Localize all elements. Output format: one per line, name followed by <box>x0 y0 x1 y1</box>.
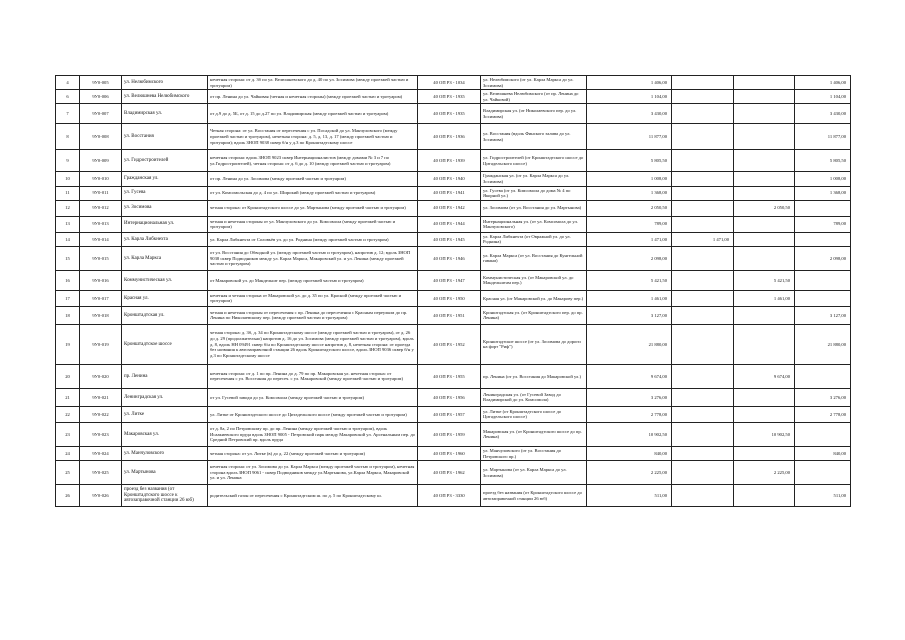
street-name-cell: Кронштадтское шоссе <box>122 324 208 364</box>
description-cell: от пр. Ленина до ул. Чайковая (четная и нечетная стороны) (между проезжей частью и тротуаром) <box>208 90 418 104</box>
row-id-cell: 9У0-018 <box>80 306 122 324</box>
value-col-a-cell <box>672 246 734 270</box>
value-col-a-cell <box>672 290 734 306</box>
description-cell: четная сторона: д. 3б, д. 34 по Кронштадтскому шоссе (между проезжей частью и тротуаром), от д. 26 до д. 29 (продолжительно) напротив д. 16 до ул. Зосимова (между проезжей частью и тротуаром), вдоль д. 8, вдоль НН 09491 сквер б/н по Кронштадтскому шоссе напротив д. 8, нечетная сторона: от проезда без названия к автозаправочной станции 26 вдоль Кронштадтского шоссе, вдоль ЗНОП 9036 сквер б/н у д.3 по Кронштадтскому шоссе <box>208 324 418 364</box>
table-row <box>56 446 851 460</box>
location-cell: ул. Зосимова (от ул. Восстания до ул. Мартынова) <box>481 200 587 216</box>
table-row <box>56 200 851 216</box>
road-code-cell: 40 ОП РЗ - 1947 <box>418 270 481 290</box>
row-id-cell: 9У0-024 <box>80 446 122 460</box>
table-row <box>56 104 851 124</box>
value-col-a-cell <box>672 124 734 150</box>
road-code-cell: 40 ОП РЗ - 1940 <box>418 172 481 186</box>
row-id-cell: 9У0-009 <box>80 150 122 172</box>
row-number-cell: 7 <box>56 104 80 124</box>
value-col-c-cell <box>795 270 851 290</box>
row-number-cell: 15 <box>56 246 80 270</box>
table-row <box>56 232 851 246</box>
register-table <box>55 75 851 507</box>
value-col-b-cell <box>734 324 795 364</box>
description-cell: четная и нечетная стороны от пересечения с пр. Ленина до пересечения с Красным переулком до пр. Ленина по Николаевскому пер. (между проезжей частью и тротуаром) <box>208 306 418 324</box>
description-cell: ул. Литке от Кронштадтского шоссе до Цитадельского шоссе (между проезжей частью и тротуаром) <box>208 406 418 422</box>
row-number-cell: 16 <box>56 270 80 290</box>
value-col-c-cell: 5 805,50 <box>795 150 851 172</box>
value-col-a-cell <box>672 172 734 186</box>
total-value-cell: 11 877,00 <box>587 124 672 150</box>
row-id-cell: 9У0-005 <box>80 76 122 90</box>
street-name-cell: ул. Зосимова <box>122 200 208 216</box>
value-col-b-cell <box>734 186 795 200</box>
description-cell: нечетная и четная сторона от Макаровской ул. до д. 35 по ул. Красной (между проезжей частью и тротуаром) <box>208 290 418 306</box>
street-name-cell: Ленинградская ул. <box>122 388 208 406</box>
road-code-cell: 40 ОП РЗ - 1034 <box>418 76 481 90</box>
street-name-cell: ул. Велюшнева Нелюбимского <box>122 90 208 104</box>
table-row <box>56 270 851 290</box>
value-col-a-cell <box>672 186 734 200</box>
table-row <box>56 422 851 446</box>
location-cell: ул. Нелюбимского (от ул. Карла Маркса до ул. Зосимова) <box>481 76 587 90</box>
row-id-cell: 9У0-011 <box>80 186 122 200</box>
value-col-b-cell: 2 050,50 <box>734 200 795 216</box>
location-cell: Интернациональная ул. (от ул. Комсомола до ул. Манчуловского) <box>481 216 587 232</box>
location-cell: проезд без названия (от Кронштадтского шоссе до автозаправочной станции 26 юб) <box>481 485 587 507</box>
row-number-cell: 12 <box>56 200 80 216</box>
description-cell: от Макаровской ул. до Мандельшт пер. (между проезжей частью и тротуаром) <box>208 270 418 290</box>
street-name-cell: пр. Ленина <box>122 364 208 388</box>
location-cell: ул. Гидростроителей (от Кронштадтского шоссе до Цитадельского шоссе) <box>481 150 587 172</box>
value-col-c-cell: 2 098,00 <box>795 246 851 270</box>
row-id-cell: 9У0-010 <box>80 172 122 186</box>
total-value-cell: 1 008,00 <box>587 172 672 186</box>
row-number-cell: 13 <box>56 216 80 232</box>
description-cell: нечетная сторона: от д. 1 по пр. Ленина до д. 79 по пр. Макаровская ул. нечетная сторона: от пересечения с ул. Восстания до пересеч. с ул. Макаровской (между проезжей частью и тротуаром) <box>208 364 418 388</box>
value-col-c-cell: 840,00 <box>795 446 851 460</box>
row-number-cell: 10 <box>56 172 80 186</box>
total-value-cell: 1 461,00 <box>587 290 672 306</box>
location-cell: ул. Литке (от Кронштадтского шоссе до Цитадельского шоссе) <box>481 406 587 422</box>
road-code-cell: 40 ОП РЗ - 1956 <box>418 388 481 406</box>
value-col-c-cell: 3 430,00 <box>795 104 851 124</box>
road-code-cell: 40 ОП РЗ - 1936 <box>418 124 481 150</box>
value-col-c-cell <box>795 232 851 246</box>
total-value-cell: 5 805,50 <box>587 150 672 172</box>
description-cell: ул. Карла Либкнехта от Соловьёв ул. до ул. Роднина (между проезжей частью и тротуаром) <box>208 232 418 246</box>
row-id-cell: 9У0-012 <box>80 200 122 216</box>
value-col-a-cell <box>672 150 734 172</box>
road-code-cell: 40 ОП РЗ - 1939 <box>418 150 481 172</box>
table-row <box>56 306 851 324</box>
total-value-cell: 3 430,00 <box>587 104 672 124</box>
row-number-cell: 8 <box>56 124 80 150</box>
value-col-c-cell: 11 877,00 <box>795 124 851 150</box>
road-code-cell: 40 ОП РЗ - 1935 <box>418 104 481 124</box>
street-name-cell: ул. Гидростроителей <box>122 150 208 172</box>
road-code-cell: 40 ОП РЗ - 1962 <box>418 461 481 485</box>
row-id-cell: 9У0-017 <box>80 290 122 306</box>
row-id-cell: 9У0-019 <box>80 324 122 364</box>
table-row <box>56 76 851 90</box>
road-code-cell: 40 ОП РЗ - 1957 <box>418 406 481 422</box>
description-cell: четная сторона: от ул. Литке (в) до д. 22 (между проезжей частью и тротуаром) <box>208 446 418 460</box>
street-name-cell: Красная ул. <box>122 290 208 306</box>
location-cell: Макаровская ул. (от Кронштадтского шоссе до пр. Ленина) <box>481 422 587 446</box>
location-cell: Ленинградская ул. (от Гусевой Завод до Владимирской до ул. Комсомола) <box>481 388 587 406</box>
row-id-cell: 9У0-006 <box>80 90 122 104</box>
table-row <box>56 246 851 270</box>
value-col-c-cell: 3 127,00 <box>795 306 851 324</box>
value-col-b-cell <box>734 216 795 232</box>
street-name-cell: проезд без названия (от Кронштадтского шоссе к автозаправочной станции 26 юб) <box>122 485 208 507</box>
value-col-b-cell <box>734 446 795 460</box>
road-code-cell: 40 ОП РЗ - 1945 <box>418 232 481 246</box>
value-col-b-cell <box>734 90 795 104</box>
street-name-cell: ул. Литке <box>122 406 208 422</box>
value-col-b-cell <box>734 150 795 172</box>
value-col-a-cell <box>672 90 734 104</box>
value-col-b-cell <box>734 104 795 124</box>
description-cell: нечетная сторона: вдоль ЗНОП 9023 сквер Интернационалистов (между домами № 3 и 7 по ул.Гидростроителей), четная сторона: от д. 6 до д. 10 (между проезжей частью и тротуаром) <box>208 150 418 172</box>
location-cell: ул. Мартынова (от ул. Карла Маркса до ул. Зосимова) <box>481 461 587 485</box>
description-cell: от ул. Комсомольская до д. 4 по ул. Широкий (между проезжей частью и тротуаром) <box>208 186 418 200</box>
row-number-cell: 9 <box>56 150 80 172</box>
total-value-cell: 789,00 <box>587 216 672 232</box>
row-id-cell: 9У0-023 <box>80 422 122 446</box>
value-col-b-cell <box>734 406 795 422</box>
location-cell: Гражданская ул. (от ул. Карла Маркса до ул. Зосимова) <box>481 172 587 186</box>
row-id-cell: 9У0-014 <box>80 232 122 246</box>
description-cell: от ул. Гусевой заводи до ул. Комсомола (между проезжей частью и тротуаром) <box>208 388 418 406</box>
value-col-b-cell <box>734 124 795 150</box>
total-value-cell: 3 127,00 <box>587 306 672 324</box>
value-col-a-cell <box>672 364 734 388</box>
value-col-a-cell <box>672 76 734 90</box>
street-name-cell: Коммунистическая ул. <box>122 270 208 290</box>
row-number-cell: 22 <box>56 406 80 422</box>
total-value-cell: 5 421,50 <box>587 270 672 290</box>
street-name-cell: ул. Карла Маркса <box>122 246 208 270</box>
description-cell: от д.9 до д. 5Б, от д. 15 до д.27 по ул. Владимирская (между проезжей частью и тротуаром) <box>208 104 418 124</box>
row-number-cell: 4 <box>56 76 80 90</box>
row-id-cell: 9У0-007 <box>80 104 122 124</box>
row-number-cell: 23 <box>56 422 80 446</box>
row-number-cell: 11 <box>56 186 80 200</box>
total-value-cell: 21 880,00 <box>587 324 672 364</box>
value-col-b-cell <box>734 388 795 406</box>
total-value-cell: 1 368,00 <box>587 186 672 200</box>
street-name-cell: ул. Восстания <box>122 124 208 150</box>
description-cell: Четная сторона: от ул. Восстания от пересечения с ул. Посадской до ул. Манчуловского (между проезжей частью и тротуаром), нечетная сторона: д. 5, д. 13, д. 17 (между проезжей частью и тротуаром); вдоль ЗНОП 9038 сквер б/н у д.3 по Кронштадтскому шоссе <box>208 124 418 150</box>
table-row <box>56 216 851 232</box>
value-col-a-cell <box>672 200 734 216</box>
table-row <box>56 186 851 200</box>
value-col-a-cell <box>672 306 734 324</box>
value-col-c-cell <box>795 364 851 388</box>
description-cell: четная сторона: от Кронштадтского шоссе до ул. Мартынова (между проезжей частью и тротуаром) <box>208 200 418 216</box>
value-col-b-cell: 10 902,50 <box>734 422 795 446</box>
location-cell: ул. Восстания (вдоль Финского залива до ул. Зосимова) <box>481 124 587 150</box>
location-cell: Красная ул. (от Макаровской ул. до Макарову пер.) <box>481 290 587 306</box>
row-number-cell: 19 <box>56 324 80 364</box>
value-col-c-cell <box>795 461 851 485</box>
value-col-c-cell: 1 104,00 <box>795 90 851 104</box>
location-cell: ул. Велюшнева Нелюбимского (от пр. Ленина до ул. Чайковой) <box>481 90 587 104</box>
row-id-cell: 9У0-021 <box>80 388 122 406</box>
total-value-cell: 840,00 <box>587 446 672 460</box>
row-number-cell: 18 <box>56 306 80 324</box>
value-col-c-cell: 1 368,00 <box>795 186 851 200</box>
location-cell: ул. Манчуловского (от ул. Восстания до Петровского пр.) <box>481 446 587 460</box>
road-code-cell: 40 ОП РЗ - 1935 <box>418 90 481 104</box>
table-row <box>56 90 851 104</box>
row-number-cell: 20 <box>56 364 80 388</box>
row-number-cell: 14 <box>56 232 80 246</box>
location-cell: ул. Карла Маркса (от ул. Восстания до Кунгельной гавани) <box>481 246 587 270</box>
total-value-cell: 3 276,00 <box>587 388 672 406</box>
row-id-cell: 9У0-015 <box>80 246 122 270</box>
value-col-b-cell: 2 225,00 <box>734 461 795 485</box>
total-value-cell: 511,00 <box>587 485 672 507</box>
value-col-c-cell: 21 880,00 <box>795 324 851 364</box>
description-cell: нечетная сторона: от ул. Зосимова до ул. Карла Маркса (между проезжей частью и тротуаром), нечетная сторона вдоль ЗНОП 9061 - сквер Подводников между ул.Мартынова, ул.Карла Маркса, Макаровской ул. и ул. Ленина <box>208 461 418 485</box>
value-col-c-cell: 789,00 <box>795 216 851 232</box>
total-value-cell: 2 050,50 <box>587 200 672 216</box>
total-value-cell: 9 674,00 <box>587 364 672 388</box>
row-number-cell: 25 <box>56 461 80 485</box>
road-code-cell: 40 ОП РЗ - 1941 <box>418 186 481 200</box>
value-col-b-cell: 9 674,00 <box>734 364 795 388</box>
value-col-a-cell <box>672 485 734 507</box>
description-cell: нечетная сторона: от д. 3б по ул. Велюшневского до д. 40 по ул. Зосимова (между проезжей частью и тротуаром) <box>208 76 418 90</box>
value-col-c-cell <box>795 422 851 446</box>
value-col-b-cell <box>734 246 795 270</box>
street-name-cell: Макаровская ул. <box>122 422 208 446</box>
row-id-cell: 9У0-016 <box>80 270 122 290</box>
street-name-cell: Кронштадтская ул. <box>122 306 208 324</box>
table-row <box>56 290 851 306</box>
road-code-cell: 40 ОП РЗ - 1944 <box>418 216 481 232</box>
value-col-a-cell <box>672 270 734 290</box>
location-cell: ул. Карла Либкнехта (от Овражной ул. до ул. Роднина) <box>481 232 587 246</box>
description-cell: от д. 8а, 2 по Петровскому пр. до пр. Ленина (между проезжей частью и тротуаром), вдоль Исаакиевского пруда вдоль ЗНОП 9005 - Петровский парк между Макаровской ул. Арсенальным пер. до Средний Петровский пр. вдоль пруда <box>208 422 418 446</box>
row-number-cell: 21 <box>56 388 80 406</box>
street-name-cell: Гражданская ул. <box>122 172 208 186</box>
row-number-cell: 24 <box>56 446 80 460</box>
row-id-cell: 9У0-022 <box>80 406 122 422</box>
value-col-a-cell <box>672 104 734 124</box>
row-number-cell: 17 <box>56 290 80 306</box>
street-name-cell: Интернациональная ул. <box>122 216 208 232</box>
street-name-cell: ул. Карла Либкнехта <box>122 232 208 246</box>
total-value-cell: 10 902,50 <box>587 422 672 446</box>
value-col-a-cell <box>672 388 734 406</box>
value-col-a-cell <box>672 216 734 232</box>
row-id-cell: 9У0-025 <box>80 461 122 485</box>
location-cell: пр. Ленина (от ул. Восстания до Макаровской ул.) <box>481 364 587 388</box>
street-name-cell: ул. Манчуловского <box>122 446 208 460</box>
street-name-cell: ул. Гусева <box>122 186 208 200</box>
table-row <box>56 406 851 422</box>
road-code-cell: 40 ОП РЗ - 1946 <box>418 246 481 270</box>
location-cell: Коммунистическая ул. (от Макаровской ул. до Мандельштам пер.) <box>481 270 587 290</box>
row-id-cell: 9У0-026 <box>80 485 122 507</box>
total-value-cell: 2 098,00 <box>587 246 672 270</box>
row-id-cell: 9У0-008 <box>80 124 122 150</box>
road-code-cell: 40 ОП РЗ - 1950 <box>418 290 481 306</box>
value-col-c-cell <box>795 200 851 216</box>
value-col-a-cell: 1 471,00 <box>672 232 734 246</box>
value-col-a-cell <box>672 324 734 364</box>
table-row <box>56 324 851 364</box>
table-row <box>56 461 851 485</box>
road-code-cell: 40 ОП РЗ - 1960 <box>418 446 481 460</box>
value-col-c-cell: 1 406,00 <box>795 76 851 90</box>
value-col-c-cell: 2 778,00 <box>795 406 851 422</box>
location-cell: ул. Гусева (от ул. Комсомола до дома № 4 по Якорной ул.) <box>481 186 587 200</box>
road-code-cell: 40 ОП РЗ - 1951 <box>418 306 481 324</box>
value-col-b-cell <box>734 485 795 507</box>
value-col-b-cell: 5 421,50 <box>734 270 795 290</box>
total-value-cell: 2 225,00 <box>587 461 672 485</box>
table-row <box>56 388 851 406</box>
row-number-cell: 6 <box>56 90 80 104</box>
total-value-cell: 1 471,00 <box>587 232 672 246</box>
street-name-cell: Владимирская ул. <box>122 104 208 124</box>
table-row <box>56 364 851 388</box>
description-cell: от ул. Восстания до Обводной ул. (между проезжей частью и тротуаром), напротив д. 12; вдоль ЗНОП 9038 сквер Подводников между ул. Карла Маркса, Макаровский ул. и ул. Ленина (между проезжей частью и тротуаром) <box>208 246 418 270</box>
description-cell: родительский газон от пересечения с Кронштадтским ш. по д. 5 по Кронштадтскому ш. <box>208 485 418 507</box>
value-col-b-cell <box>734 232 795 246</box>
table-row <box>56 172 851 186</box>
street-name-cell: ул. Нелюбимского <box>122 76 208 90</box>
value-col-c-cell <box>795 290 851 306</box>
value-col-c-cell: 1 008,00 <box>795 172 851 186</box>
table-row <box>56 124 851 150</box>
value-col-c-cell: 511,00 <box>795 485 851 507</box>
value-col-b-cell <box>734 172 795 186</box>
value-col-c-cell: 3 276,00 <box>795 388 851 406</box>
description-cell: четная и нечетная стороны от ул. Манчуловского до ул. Комсомола (между проезжей частью и тротуаром) <box>208 216 418 232</box>
row-number-cell: 26 <box>56 485 80 507</box>
road-code-cell: 40 ОП РЗ - 1955 <box>418 364 481 388</box>
value-col-b-cell <box>734 306 795 324</box>
road-code-cell: 40 ОП РЗ - 1942 <box>418 200 481 216</box>
value-col-a-cell <box>672 461 734 485</box>
road-code-cell: 40 ОП РЗ - 3330 <box>418 485 481 507</box>
table-row <box>56 485 851 507</box>
total-value-cell: 1 406,00 <box>587 76 672 90</box>
register-table-container <box>55 75 850 507</box>
total-value-cell: 2 778,00 <box>587 406 672 422</box>
location-cell: Кронштадтское шоссе (от ул. Зосимова до дороги на форт "Риф") <box>481 324 587 364</box>
total-value-cell: 1 104,00 <box>587 90 672 104</box>
location-cell: Владимирская ул. (от Николаевского пер. до ул. Зосимова) <box>481 104 587 124</box>
row-id-cell: 9У0-013 <box>80 216 122 232</box>
value-col-a-cell <box>672 446 734 460</box>
road-code-cell: 40 ОП РЗ - 1952 <box>418 324 481 364</box>
value-col-b-cell <box>734 76 795 90</box>
street-name-cell: ул. Мартынова <box>122 461 208 485</box>
value-col-b-cell: 1 461,00 <box>734 290 795 306</box>
road-code-cell: 40 ОП РЗ - 1959 <box>418 422 481 446</box>
table-row <box>56 150 851 172</box>
table-body <box>56 76 851 507</box>
location-cell: Кронштадтская ул. (от Кронштадтского пер. до пр. Ленина) <box>481 306 587 324</box>
row-id-cell: 9У0-020 <box>80 364 122 388</box>
value-col-a-cell <box>672 406 734 422</box>
description-cell: от пр. Ленина до ул. Зосимова (между проезжей частью и тротуаром) <box>208 172 418 186</box>
value-col-a-cell <box>672 422 734 446</box>
